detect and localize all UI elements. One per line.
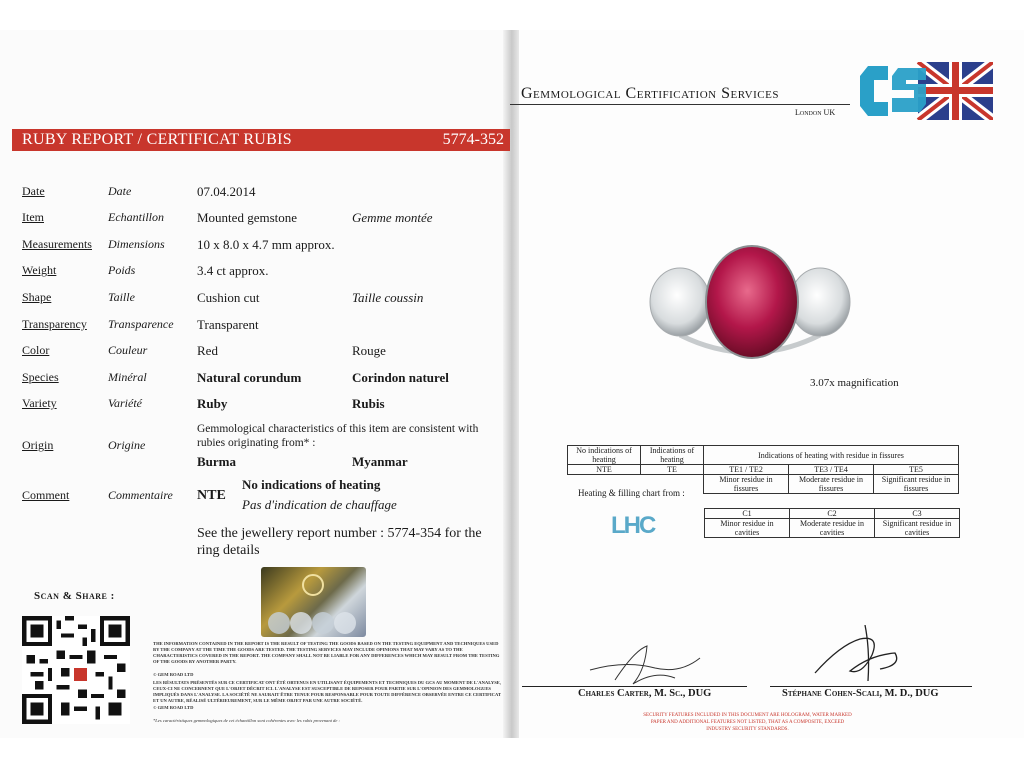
item-value-fr: Gemme montée xyxy=(352,210,433,225)
lhc-logo: LHC xyxy=(611,512,655,539)
hc-desc-te5: Significant residue in fissures xyxy=(874,475,959,494)
signatory-right: Stéphane Cohen-Scali, M. D., DUG xyxy=(782,688,939,699)
cc-desc-c1: Minor residue in cavities xyxy=(705,519,790,538)
hc-code-te5: TE5 xyxy=(874,465,959,475)
comment-value-fr: Pas d'indication de chauffage xyxy=(242,497,397,512)
measurements-value: 10 x 8.0 x 4.7 mm approx. xyxy=(197,237,335,252)
shape-value-fr: Taille coussin xyxy=(352,290,424,305)
hc-code-te1: TE1 / TE2 xyxy=(704,465,789,475)
origin-label-fr: Origine xyxy=(108,438,146,452)
signature-line-left xyxy=(522,686,747,687)
gcs-divider xyxy=(510,104,850,105)
comment-label-fr: Commentaire xyxy=(108,488,173,502)
right-page xyxy=(510,30,1024,738)
security-hologram xyxy=(261,567,366,637)
item-label: Item xyxy=(22,210,44,224)
origin-value: Burma xyxy=(197,454,236,469)
color-label-fr: Couleur xyxy=(108,343,148,357)
magnification-caption: 3.07x magnification xyxy=(810,377,899,389)
fine-print-en: THE INFORMATION CONTAINED IN THE REPORT IS THE RESULT OF TESTING THE GOODS BASED ON THE TESTING EQUIPMENT AND TECHNIQUES USED BY THE COMPANY AT THE TIME THE GOODS ARE TESTED. THE TESTING SERVICES MAY INCLUDE OPINIONS THAT MAY VARY AS TO THE CHARACTERISTICS COVERED IN THE REPORT. THE COMPANY SHALL NOT BE LIABLE FOR ANY DIFFERENCES WHICH MAY RESULT FROM THE TESTING OF THE GOODS BY ANOTHER PARTY. xyxy=(153,641,500,664)
comment-code: NTE xyxy=(197,488,226,503)
qr-code[interactable] xyxy=(22,616,130,724)
date-label-fr: Date xyxy=(108,184,132,198)
signature-right xyxy=(810,625,910,683)
heating-chart-label: Heating & filling chart from : xyxy=(578,488,685,498)
measurements-label: Measurements xyxy=(22,237,92,251)
hc-code-nte: NTE xyxy=(568,465,641,475)
report-title-banner xyxy=(12,129,510,151)
comment-label: Comment xyxy=(22,488,70,502)
date-value: 07.04.2014 xyxy=(197,184,256,199)
cavity-chart-table xyxy=(704,508,960,538)
gcs-location: London UK xyxy=(795,108,836,117)
origin-label: Origin xyxy=(22,438,54,452)
variety-label-fr: Variété xyxy=(108,396,142,410)
gcs-title: Gemmological Certification Services xyxy=(521,85,779,102)
color-label: Color xyxy=(22,343,50,357)
transparency-value: Transparent xyxy=(197,317,259,332)
color-value: Red xyxy=(197,343,218,358)
comment-value: No indications of heating xyxy=(242,477,381,492)
weight-label: Weight xyxy=(22,263,57,277)
weight-value: 3.4 ct approx. xyxy=(197,263,269,278)
signature-line-right xyxy=(770,686,972,687)
cc-code-c3: C3 xyxy=(875,509,960,519)
variety-value: Ruby xyxy=(197,396,228,411)
report-number: 5774-352 xyxy=(442,131,504,148)
signature-left xyxy=(585,640,705,688)
color-value-fr: Rouge xyxy=(352,343,386,358)
date-label: Date xyxy=(22,184,45,198)
species-value-fr: Corindon naturel xyxy=(352,370,449,385)
shape-value: Cushion cut xyxy=(197,290,260,305)
gcs-logo-icon xyxy=(858,62,993,120)
species-label-fr: Minéral xyxy=(108,370,147,384)
shape-label: Shape xyxy=(22,290,52,304)
scan-share-label: Scan & Share : xyxy=(34,590,115,602)
shape-label-fr: Taille xyxy=(108,290,135,304)
report-title: RUBY REPORT / CERTIFICAT RUBIS xyxy=(22,131,292,148)
cc-code-c1: C1 xyxy=(705,509,790,519)
jewellery-report-note: See the jewellery report number : 5774-354 for the ring details xyxy=(197,526,482,558)
cc-desc-c2: Moderate residue in cavities xyxy=(790,519,875,538)
variety-value-fr: Rubis xyxy=(352,396,385,411)
hc-no-indications: No indications of heating xyxy=(568,446,641,465)
heating-chart-table xyxy=(567,445,959,494)
hc-code-te3: TE3 / TE4 xyxy=(789,465,874,475)
origin-value-fr: Myanmar xyxy=(352,454,408,469)
transparency-label-fr: Transparence xyxy=(108,317,174,331)
copyright-2: © GEM ROAD LTD xyxy=(153,705,194,710)
signatory-left: Charles Carter, M. Sc., DUG xyxy=(578,688,712,699)
species-value: Natural corundum xyxy=(197,370,302,385)
ring-photo xyxy=(640,240,860,370)
origin-note: Gemmological characteristics of this item are consistent with rubies originating from* : xyxy=(197,423,479,449)
copyright-1: © GEM ROAD LTD xyxy=(153,672,194,677)
fine-print-fr: LES RÉSULTATS PRÉSENTÉS SUR CE CERTIFICAT ONT ÉTÉ OBTENUS EN UTILISANT ÉQUIPEMENTS ET TECHNIQUES DU GCS AU MOMENT DE L'ANALYSE, CEUX-CI NE CONCERNENT QUE L'OBJET DÉCRIT ICI. L'ANALYSE EST SUSCEPTIBLE DE REPOSER POUR PARTIE SUR L'OPINION DES GEMMOLOGUES IMPLIQUÉS DANS L'ANALYSE. LA SOCIÉTÉ NE SAURAIT ÊTRE TENUE POUR RESPONSABLE POUR TOUTE DIFFÉRENCE OBSERVÉE ENTRE CE CERTIFICAT ET UN AUTRE, RÉALISÉ ULTÉRIEUREMENT, SUR LE MÊME OBJET PAR UNE AUTRE SOCIÉTÉ. xyxy=(153,680,501,703)
hc-desc-te1: Minor residue in fissures xyxy=(704,475,789,494)
cc-desc-c3: Significant residue in cavities xyxy=(875,519,960,538)
security-note: SECURITY FEATURES INCLUDED IN THIS DOCUMENT ARE HOLOGRAM, WATER MARKED PAPER AND ADDITIONAL FEATURES NOT LISTED, THAT AS A COMPOSITE, EXCEED INDUSTRY SECURITY STANDARDS. xyxy=(643,713,852,732)
origin-footnote: *Les caractéristiques gemmologiques de cet échantillon sont cohérentes avec les rubis provenant de : xyxy=(153,718,341,723)
cc-code-c2: C2 xyxy=(790,509,875,519)
weight-label-fr: Poids xyxy=(108,263,136,277)
hc-code-te: TE xyxy=(641,465,704,475)
species-label: Species xyxy=(22,370,59,384)
hc-indications: Indications of heating xyxy=(641,446,704,465)
measurements-label-fr: Dimensions xyxy=(108,237,165,251)
hc-indications-residue: Indications of heating with residue in fissures xyxy=(704,446,959,465)
transparency-label: Transparency xyxy=(22,317,87,331)
item-value: Mounted gemstone xyxy=(197,210,298,225)
variety-label: Variety xyxy=(22,396,57,410)
item-label-fr: Echantillon xyxy=(108,210,164,224)
hc-desc-te3: Moderate residue in fissures xyxy=(789,475,874,494)
